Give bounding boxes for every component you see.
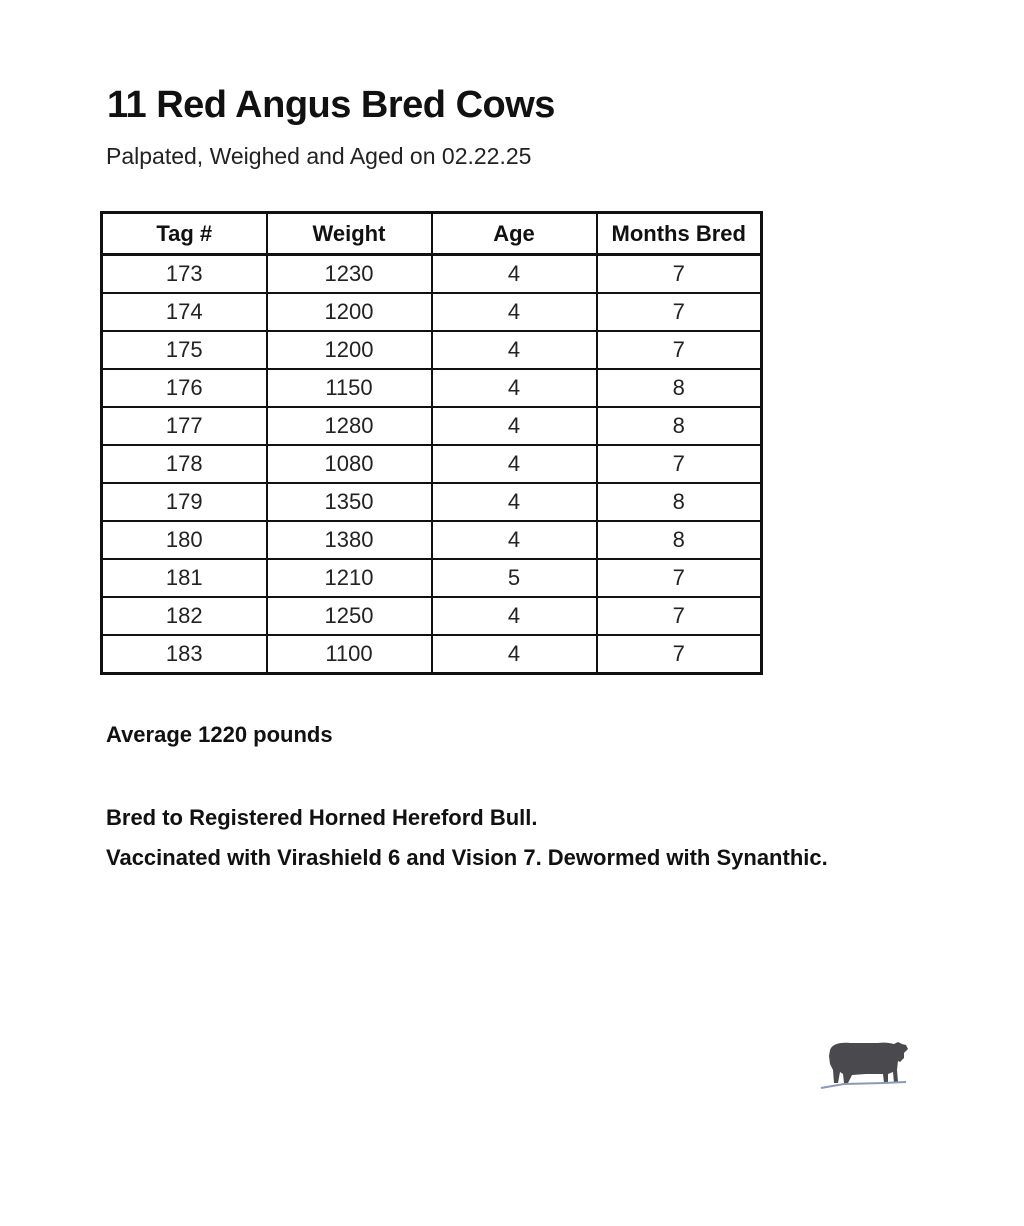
bull-icon — [818, 1036, 912, 1096]
table-header-row — [102, 213, 762, 255]
cell-tag: 178 — [102, 445, 267, 483]
cell-months-bred: 8 — [597, 521, 762, 559]
cell-tag: 181 — [102, 559, 267, 597]
cell-months-bred: 7 — [597, 559, 762, 597]
cell-weight: 1200 — [267, 293, 432, 331]
notes — [106, 798, 828, 878]
cell-tag: 173 — [102, 255, 267, 294]
table-row — [102, 521, 762, 559]
cell-weight: 1380 — [267, 521, 432, 559]
cell-age: 4 — [432, 597, 597, 635]
cell-age: 4 — [432, 521, 597, 559]
cell-age: 4 — [432, 331, 597, 369]
cow-table — [100, 211, 763, 675]
column-header-months-bred: Months Bred — [597, 213, 762, 255]
cell-age: 5 — [432, 559, 597, 597]
table-row — [102, 331, 762, 369]
cell-weight: 1100 — [267, 635, 432, 674]
table-row — [102, 483, 762, 521]
average-weight: Average 1220 pounds — [106, 722, 333, 747]
cell-age: 4 — [432, 293, 597, 331]
cell-months-bred: 7 — [597, 255, 762, 294]
cell-weight: 1150 — [267, 369, 432, 407]
table-body — [102, 255, 762, 674]
cell-weight: 1230 — [267, 255, 432, 294]
cell-tag: 182 — [102, 597, 267, 635]
note-breeding: Bred to Registered Horned Hereford Bull. — [106, 805, 538, 830]
table-row — [102, 445, 762, 483]
cell-months-bred: 8 — [597, 483, 762, 521]
column-header-age: Age — [432, 213, 597, 255]
column-header-weight: Weight — [267, 213, 432, 255]
table-row — [102, 255, 762, 294]
table-row — [102, 635, 762, 674]
cell-months-bred: 7 — [597, 293, 762, 331]
cell-age: 4 — [432, 407, 597, 445]
column-header-tag: Tag # — [102, 213, 267, 255]
cell-tag: 179 — [102, 483, 267, 521]
cell-weight: 1080 — [267, 445, 432, 483]
cell-age: 4 — [432, 483, 597, 521]
cell-months-bred: 7 — [597, 597, 762, 635]
cell-age: 4 — [432, 635, 597, 674]
cell-weight: 1280 — [267, 407, 432, 445]
table-row — [102, 407, 762, 445]
table-row — [102, 559, 762, 597]
cell-months-bred: 8 — [597, 407, 762, 445]
cell-weight: 1250 — [267, 597, 432, 635]
cell-months-bred: 8 — [597, 369, 762, 407]
cell-months-bred: 7 — [597, 331, 762, 369]
cell-weight: 1200 — [267, 331, 432, 369]
cell-age: 4 — [432, 369, 597, 407]
table-row — [102, 369, 762, 407]
cell-tag: 176 — [102, 369, 267, 407]
cell-weight: 1210 — [267, 559, 432, 597]
cell-age: 4 — [432, 445, 597, 483]
ground-line — [821, 1082, 906, 1088]
cell-age: 4 — [432, 255, 597, 294]
cell-tag: 177 — [102, 407, 267, 445]
cell-tag: 183 — [102, 635, 267, 674]
cell-months-bred: 7 — [597, 445, 762, 483]
cell-tag: 180 — [102, 521, 267, 559]
note-vaccination: Vaccinated with Virashield 6 and Vision 7. Dewormed with Synanthic. — [106, 845, 828, 870]
table-row — [102, 293, 762, 331]
cell-tag: 175 — [102, 331, 267, 369]
page-title: 11 Red Angus Bred Cows — [107, 84, 555, 126]
table-row — [102, 597, 762, 635]
cell-tag: 174 — [102, 293, 267, 331]
page-subtitle: Palpated, Weighed and Aged on 02.22.25 — [106, 143, 532, 169]
cell-weight: 1350 — [267, 483, 432, 521]
cell-months-bred: 7 — [597, 635, 762, 674]
bull-body — [829, 1042, 908, 1083]
